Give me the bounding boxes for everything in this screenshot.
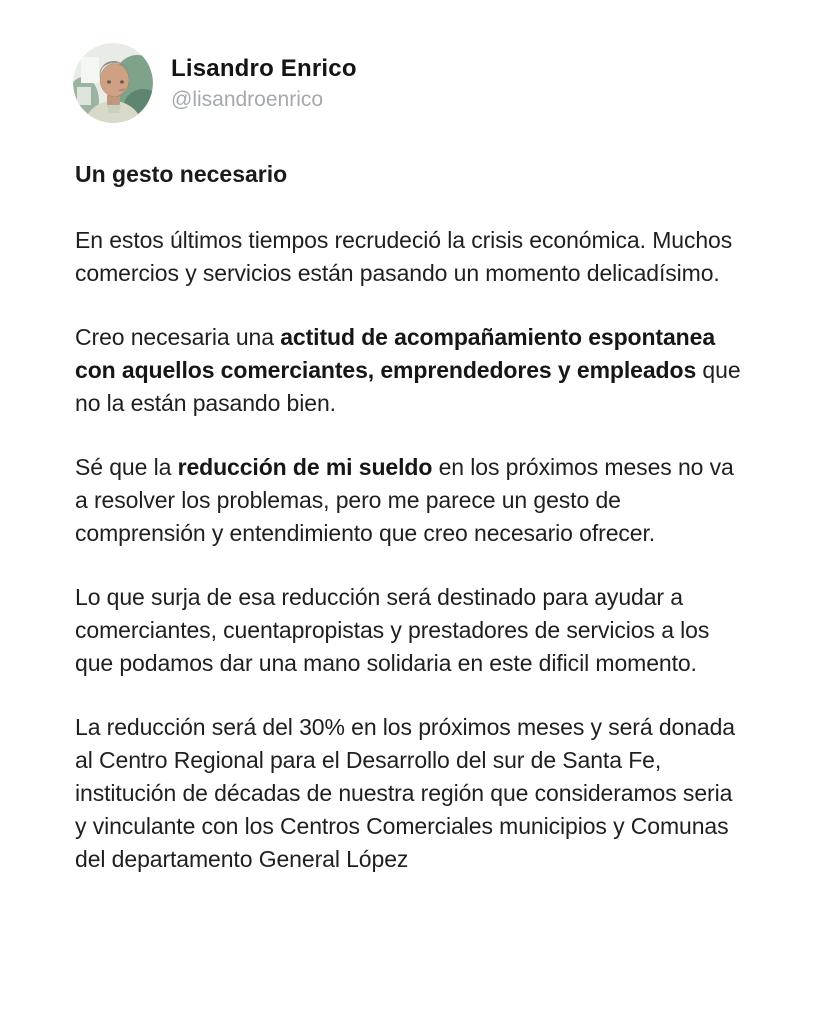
paragraph xyxy=(75,451,749,550)
paragraph-segment: Sé que la xyxy=(75,454,178,480)
profile-photo-icon xyxy=(73,43,153,123)
paragraph xyxy=(75,321,749,420)
paragraph xyxy=(75,581,749,680)
user-handle[interactable]: @lisandroenrico xyxy=(171,88,324,112)
paragraph-segment: La reducción será del 30% en los próximos meses y será donada al Centro Regional para el Desarrollo del sur de Santa Fe, institución de décadas de nuestra región que consideramos seria y vinculante con los Centros Comerciales municipios y Comunas del departamento General López xyxy=(75,714,735,872)
user-name[interactable]: Lisandro Enrico xyxy=(171,54,357,82)
paragraph-segment: en los próximos meses no va a resolver los problemas, pero me parece un gesto de comprensión y entendimiento que creo necesario ofrecer. xyxy=(75,454,734,546)
user-block xyxy=(171,55,357,112)
paragraph xyxy=(75,224,749,290)
paragraph-segment: Lo que surja de esa reducción será destinado para ayudar a comerciantes, cuentapropistas y prestadores de servicios a los que podamos dar una mano solidaria en este dificil momento. xyxy=(75,584,710,676)
avatar[interactable] xyxy=(73,43,153,123)
paragraph-segment: Creo necesaria una xyxy=(75,324,281,350)
paragraph-bold-segment: actitud de acompañamiento espontanea con aquellos comerciantes, emprendedores y empleados xyxy=(75,324,716,383)
paragraph-segment: En estos últimos tiempos recrudeció la crisis económica. Muchos comercios y servicios están pasando un momento delicadísimo. xyxy=(75,227,733,286)
post-title: Un gesto necesario xyxy=(75,161,288,187)
post-header xyxy=(73,43,749,123)
paragraph xyxy=(75,711,749,876)
paragraph-bold-segment: reducción de mi sueldo xyxy=(177,454,433,480)
paragraph-segment: que no la están pasando bien. xyxy=(75,357,741,416)
post-body xyxy=(75,224,749,876)
